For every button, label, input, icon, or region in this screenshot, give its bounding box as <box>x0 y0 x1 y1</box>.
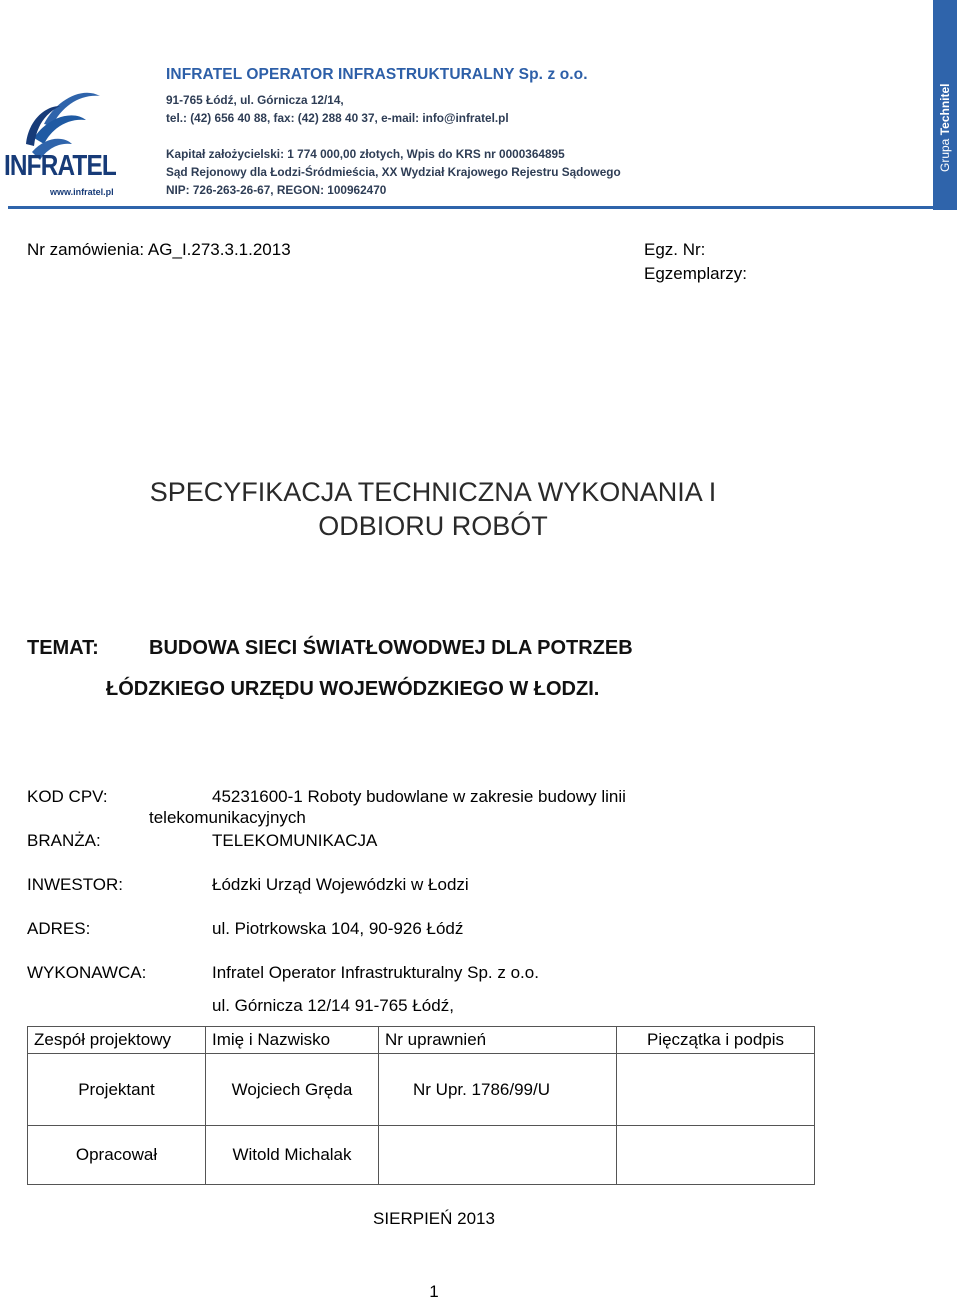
table-cell-role: Opracował <box>28 1126 206 1185</box>
header-divider <box>8 206 957 209</box>
copies-count: Egzemplarzy: <box>644 264 747 283</box>
address-label: ADRES: <box>27 919 91 938</box>
document-title-line2: ODBIORU ROBÓT <box>318 511 548 541</box>
cpv-label: KOD CPV: <box>27 787 108 806</box>
logo-website: www.infratel.pl <box>50 187 114 197</box>
subject-line1: BUDOWA SIECI ŚWIATŁOWODWEJ DLA POTRZEB <box>149 637 633 659</box>
side-brand-name: Technitel <box>938 83 952 136</box>
table-cell-stamp <box>617 1126 815 1185</box>
table-header-cell: Pięczątka i podpis <box>617 1027 815 1054</box>
address-value: ul. Piotrkowska 104, 90-926 Łódź <box>212 919 464 938</box>
table-cell-role: Projektant <box>28 1054 206 1126</box>
table-cell-name: Witold Michalak <box>206 1126 379 1185</box>
document-date: SIERPIEŃ 2013 <box>373 1209 495 1228</box>
contractor-address: ul. Górnicza 12/14 91-765 Łódź, <box>212 996 454 1015</box>
document-title-line1: SPECYFIKACJA TECHNICZNA WYKONANIA I <box>149 477 717 507</box>
company-court: Sąd Rejonowy dla Łodzi-Śródmieścia, XX Wydział Krajowego Rejestru Sądowego <box>166 165 621 179</box>
side-brand-label <box>931 32 959 172</box>
table-cell-name: Wojciech Gręda <box>206 1054 379 1126</box>
table-header-cell: Imię i Nazwisko <box>206 1027 379 1054</box>
branch-value: TELEKOMUNIKACJA <box>212 831 378 850</box>
cpv-value-continued: telekomunikacyjnych <box>149 808 306 827</box>
table-row <box>28 1054 815 1126</box>
table-cell-license <box>379 1126 617 1185</box>
company-capital: Kapitał założycielski: 1 774 000,00 złotych, Wpis do KRS nr 0000364895 <box>166 147 565 161</box>
side-brand-group: Grupa <box>938 138 952 172</box>
table-cell-license: Nr Upr. 1786/99/U <box>379 1054 617 1126</box>
subject-line2: ŁÓDZKIEGO URZĘDU WOJEWÓDZKIEGO W ŁODZI. <box>106 678 600 700</box>
investor-value: Łódzki Urząd Wojewódzki w Łodzi <box>212 875 469 894</box>
company-name: INFRATEL OPERATOR INFRASTRUKTURALNY Sp. z o.o. <box>166 66 588 83</box>
project-team-table <box>27 1026 815 1185</box>
copy-number: Egz. Nr: <box>644 240 706 259</box>
subject-label: TEMAT: <box>27 637 99 659</box>
page-number: 1 <box>429 1282 439 1301</box>
table-header-cell: Nr uprawnień <box>379 1027 617 1054</box>
investor-label: INWESTOR: <box>27 875 124 894</box>
contractor-label: WYKONAWCA: <box>27 963 147 982</box>
order-number: Nr zamówienia: AG_I.273.3.1.2013 <box>27 240 291 259</box>
table-header-row <box>28 1027 815 1054</box>
cpv-value: 45231600-1 Roboty budowlane w zakresie budowy linii <box>212 787 626 806</box>
branch-label: BRANŻA: <box>27 831 101 850</box>
table-cell-stamp <box>617 1054 815 1126</box>
company-address: 91-765 Łódź, ul. Górnicza 12/14, <box>166 93 344 107</box>
logo-wordmark: INFRATEL <box>4 150 116 182</box>
contractor-value: Infratel Operator Infrastrukturalny Sp. z o.o. <box>212 963 539 982</box>
table-row <box>28 1126 815 1185</box>
table-header-cell: Zespół projektowy <box>28 1027 206 1054</box>
company-nip: NIP: 726-263-26-67, REGON: 100962470 <box>166 183 387 197</box>
company-contact: tel.: (42) 656 40 88, fax: (42) 288 40 37, e-mail: info@infratel.pl <box>166 111 509 125</box>
